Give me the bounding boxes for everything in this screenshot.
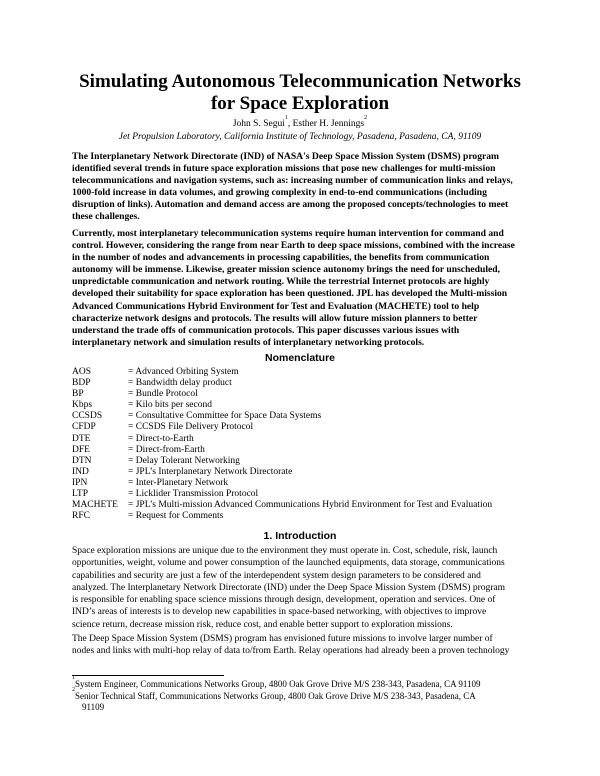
nomenclature-heading: Nomenclature xyxy=(264,352,336,364)
nomenclature-abbr: DTE xyxy=(72,433,91,444)
nomenclature-abbr: LTP xyxy=(72,489,89,500)
nomenclature-item xyxy=(72,367,492,378)
text-line: opportunities, weight, volume and power consumption of the launched equipments, data storage, communications xyxy=(72,558,505,569)
footnote-mark: 2 xyxy=(364,115,368,121)
nomenclature-abbr: DFE xyxy=(72,444,90,455)
nomenclature-definition: = Direct-to-Earth xyxy=(128,433,194,444)
text-line: Advanced Communications Hybrid Environment for Test and Evaluation (MACHETE) tool to help xyxy=(72,300,480,312)
abstract-paragraph xyxy=(72,228,515,349)
nomenclature-item xyxy=(72,456,492,467)
nomenclature-definition: = Inter-Planetary Network xyxy=(128,477,229,488)
nomenclature-definition: = Request for Comments xyxy=(128,511,224,522)
nomenclature-abbr: DTN xyxy=(72,455,92,466)
text-line: 1000-fold increase in data volumes, and growing complexity in end-to-end communications (including xyxy=(72,187,487,199)
nomenclature-definition: = Consultative Committee for Space Data Systems xyxy=(128,411,322,422)
nomenclature-item xyxy=(72,445,492,456)
nomenclature-item xyxy=(72,467,492,478)
nomenclature-abbr: BDP xyxy=(72,378,91,389)
nomenclature-definition: = Delay Tolerant Networking xyxy=(128,455,240,466)
footnote-mark: 1 xyxy=(72,675,75,681)
nomenclature-item xyxy=(72,500,492,511)
text-line: disruption of links). Automation and demand access are among the proposed concepts/technologies to meet xyxy=(72,199,509,211)
footnotes xyxy=(72,675,481,714)
nomenclature-list xyxy=(72,367,492,522)
nomenclature-definition: = JPL’s Interplanetary Network Directorate xyxy=(128,466,293,477)
text-line: telecommunications and navigation systems, such as: increasing number of communication links and relays, xyxy=(72,175,513,187)
nomenclature-abbr: AOS xyxy=(72,367,92,377)
footnote-line xyxy=(72,702,481,714)
text-line: control. However, considering the range from near Earth to deep space missions, combined with the increase xyxy=(72,240,515,252)
footnote-text: Senior Technical Staff, Communications Networks Group, 4800 Oak Grove Drive M/S 238-343, Pasadena, CA xyxy=(75,690,476,701)
paper-title xyxy=(0,71,600,115)
nomenclature-definition: = Kilo bits per second xyxy=(128,400,212,411)
nomenclature-abbr: CFDP xyxy=(72,422,96,433)
text-line: The Interplanetary Network Directorate (IND) of NASA's Deep Space Mission System (DSMS) program xyxy=(72,151,500,162)
title-line: for Space Exploration xyxy=(210,93,390,114)
text-line: identified several trends in future space exploration missions that pose new challenges for multi-mission xyxy=(72,163,496,175)
nomenclature-definition: = Bundle Protocol xyxy=(128,389,198,400)
nomenclature-definition: = Bandwidth delay product xyxy=(128,378,232,389)
text-line: unpredictable communication and network routing. While the terrestrial Internet protocols are highly xyxy=(72,276,490,288)
author-name: Esther H. Jennings xyxy=(292,119,365,129)
author-separator: , xyxy=(287,119,293,129)
text-line: analyzed. The Interplanetary Network Directorate (IND) under the Deep Space Mission System (DSMS) program xyxy=(72,582,505,593)
footnote xyxy=(72,686,481,714)
footnote-line xyxy=(72,675,481,691)
affiliation: Jet Propulsion Laboratory, California Institute of Technology, Pasadena, Pasadena, CA, 91109 xyxy=(118,132,482,142)
nomenclature-abbr: MACHETE xyxy=(72,500,118,511)
text-line: Space exploration missions are unique due to the environment they must operate in. Cost, schedule, risk, launch xyxy=(72,546,498,556)
nomenclature-item xyxy=(72,378,492,389)
nomenclature-item xyxy=(72,489,492,500)
text-line: understand the trade offs of communication protocols. This paper discusses various issues with xyxy=(72,324,460,336)
author-name: John S. Segui xyxy=(232,119,285,129)
title-line: Simulating Autonomous Telecommunication Networks xyxy=(79,71,521,92)
nomenclature-definition: = Advanced Orbiting System xyxy=(128,367,239,377)
nomenclature-abbr: Kbps xyxy=(72,400,93,411)
nomenclature-definition: = Licklider Transmission Protocol xyxy=(128,489,259,500)
nomenclature-abbr: RFC xyxy=(72,511,90,522)
nomenclature-item xyxy=(72,511,492,522)
introduction-heading: 1. Introduction xyxy=(263,530,337,542)
nomenclature-item xyxy=(72,389,492,400)
text-line: IND’s areas of interests is to develop new capabilities in space-based networking, with objectives to improve xyxy=(72,607,487,618)
nomenclature-item xyxy=(72,411,492,422)
abstract-paragraph xyxy=(72,151,513,224)
nomenclature-definition: = Direct-from-Earth xyxy=(128,444,205,455)
footnote-divider xyxy=(72,675,224,676)
nomenclature-abbr: BP xyxy=(72,389,84,400)
footnote-text: System Engineer, Communications Networks Group, 4800 Oak Grove Drive M/S 238-343, Pasadena, CA 91109 xyxy=(75,679,481,689)
text-line: developed their suitability for space exploration has been questioned. JPL has developed the Multi-mission xyxy=(72,288,508,300)
text-line: in the number of nodes and advancements in processing capabilities, the benefits from communication xyxy=(72,252,490,264)
nomenclature-definition: = JPL’s Multi-mission Advanced Communications Hybrid Environment for Test and Evaluation xyxy=(128,500,493,511)
footnote xyxy=(72,675,481,691)
nomenclature-abbr: IND xyxy=(72,466,89,477)
footnote-mark: 2 xyxy=(72,686,75,693)
text-line: autonomy will be immense. Likewise, greater mission science autonomy brings the need for unscheduled, xyxy=(72,264,500,276)
text-line: characterize network designs and protocols. The results will allow future mission planners to better xyxy=(72,312,478,324)
body-paragraph xyxy=(72,545,505,631)
authors xyxy=(0,115,600,130)
nomenclature-item xyxy=(72,400,492,411)
nomenclature-item xyxy=(72,434,492,445)
text-line: interplanetary network and simulation results of interplanetary networking protocols. xyxy=(72,336,425,348)
footnote-line xyxy=(72,686,481,703)
nomenclature-abbr: IPN xyxy=(72,477,88,488)
footnote-mark: 1 xyxy=(284,115,288,121)
nomenclature-item xyxy=(72,478,492,489)
text-line: these challenges. xyxy=(72,211,140,223)
text-line: Currently, most interplanetary telecommunication systems require human intervention for command and xyxy=(72,228,504,239)
body-paragraph xyxy=(72,633,509,658)
nomenclature-definition: = CCSDS File Delivery Protocol xyxy=(128,422,254,433)
text-line: The Deep Space Mission System (DSMS) program has envisioned future missions to involve larger number of xyxy=(72,634,493,644)
nomenclature-abbr: CCSDS xyxy=(72,411,103,422)
footnote-text: 91109 xyxy=(82,702,105,712)
nomenclature-item xyxy=(72,422,492,433)
text-line: science return, decrease mission risk, reduce cost, and enable better support to exploration missions. xyxy=(72,619,453,630)
text-line: is responsible for enabling space science missions through design, development, operation and services. One of xyxy=(72,595,496,606)
text-line: nodes and links with multi-hop relay of data to/from Earth. Relay operations had already been a proven technology xyxy=(72,646,510,657)
text-line: capabilities and security are just a few of the interdependent system design parameters to be considered and xyxy=(72,570,481,581)
